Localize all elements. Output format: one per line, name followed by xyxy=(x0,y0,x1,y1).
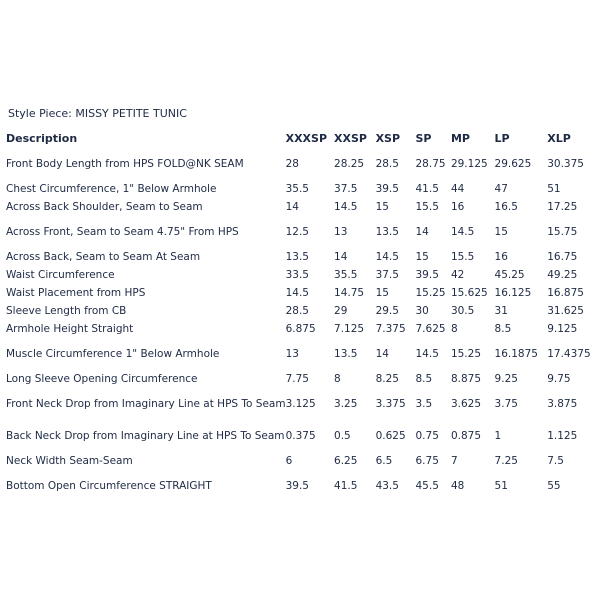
measurement-cell: 35.5 xyxy=(334,269,358,281)
measurement-cell: 3.75 xyxy=(494,398,518,410)
measurement-cell: 0.375 xyxy=(285,430,316,442)
measurement-cell: 14.75 xyxy=(334,287,365,299)
measurement-cell: 8.25 xyxy=(375,373,399,385)
measurement-cell: 9.125 xyxy=(547,323,578,335)
column-header-xlp: XLP xyxy=(547,132,571,145)
measurement-cell: 13.5 xyxy=(375,226,399,238)
measurement-cell: 9.75 xyxy=(547,373,571,385)
measurement-cell: 7.25 xyxy=(494,455,518,467)
measurement-cell: 15.625 xyxy=(450,287,488,299)
row-description: Back Neck Drop from Imaginary Line at HPS To Seam xyxy=(6,430,285,442)
table-row xyxy=(6,320,600,338)
measurement-cell: 3.125 xyxy=(285,398,316,410)
table-row xyxy=(6,470,600,502)
measurement-cell: 15.5 xyxy=(450,251,475,263)
row-description: Bottom Open Circumference STRAIGHT xyxy=(6,480,212,492)
column-header-description: Description xyxy=(6,132,78,145)
column-header-mp: MP xyxy=(450,132,470,145)
measurement-cell: 30.5 xyxy=(450,305,475,317)
measurement-cell: 45.25 xyxy=(494,269,525,281)
measurement-cell: 14.5 xyxy=(415,348,439,360)
measurement-cell: 7 xyxy=(450,455,458,467)
measurement-cell: 14 xyxy=(334,251,348,263)
row-description: Waist Circumference xyxy=(6,269,115,281)
measurement-cell: 3.875 xyxy=(547,398,578,410)
measurement-cell: 49.25 xyxy=(547,269,578,281)
measurement-cell: 8 xyxy=(334,373,341,385)
measurement-cell: 16.125 xyxy=(494,287,532,299)
table-row xyxy=(6,420,600,452)
column-header-xsp: XSP xyxy=(375,132,401,145)
measurement-cell: 8.5 xyxy=(494,323,512,335)
measurement-cell: 55 xyxy=(547,480,561,492)
table-row xyxy=(6,198,600,216)
row-description: Across Back Shoulder, Seam to Seam xyxy=(6,201,203,213)
measurement-cell: 30.375 xyxy=(547,158,584,170)
column-header-sp: SP xyxy=(415,132,432,145)
measurement-cell: 44 xyxy=(450,183,465,195)
measurement-cell: 29.5 xyxy=(375,305,399,317)
measurement-cell: 15.25 xyxy=(415,287,446,299)
measurement-cell: 15 xyxy=(415,251,429,263)
measurement-cell: 0.75 xyxy=(415,430,439,442)
measurement-cell: 31.625 xyxy=(547,305,584,317)
measurement-cell: 13 xyxy=(285,348,299,360)
measurement-cell: 13.5 xyxy=(285,251,309,263)
measurement-cell: 30 xyxy=(415,305,429,317)
measurement-cell: 8.5 xyxy=(415,373,433,385)
table-row xyxy=(6,284,600,302)
measurement-cell: 7.75 xyxy=(285,373,309,385)
measurement-cell: 16.75 xyxy=(547,251,578,263)
measurement-cell: 31 xyxy=(494,305,508,317)
row-description: Long Sleeve Opening Circumference xyxy=(6,373,198,385)
table-row xyxy=(6,388,600,420)
table-header-row xyxy=(6,130,600,148)
measurement-cell: 42 xyxy=(450,269,465,281)
measurement-cell: 37.5 xyxy=(334,183,358,195)
column-header-lp: LP xyxy=(494,132,510,145)
measurement-cell: 12.5 xyxy=(285,226,309,238)
measurement-cell: 14 xyxy=(375,348,389,360)
measurement-cell: 13 xyxy=(334,226,348,238)
measurement-cell: 6 xyxy=(285,455,293,467)
measurement-cell: 29.625 xyxy=(494,158,532,170)
measurement-cell: 17.25 xyxy=(547,201,578,213)
measurement-cell: 16 xyxy=(494,251,508,263)
measurement-cell: 17.4375 xyxy=(547,348,591,360)
measurement-cell: 28.5 xyxy=(375,158,399,170)
measurement-cell: 51 xyxy=(494,480,508,492)
measurement-cell: 28.5 xyxy=(285,305,309,317)
row-description: Waist Placement from HPS xyxy=(6,287,146,299)
measurement-cell: 8.875 xyxy=(450,373,481,385)
measurement-cell: 9.25 xyxy=(494,373,518,385)
measurement-cell: 0.625 xyxy=(375,430,406,442)
measurement-cell: 29 xyxy=(334,305,348,317)
row-description: Chest Circumference, 1" Below Armhole xyxy=(6,183,217,195)
measurement-cell: 6.75 xyxy=(415,455,439,467)
measurement-cell: 39.5 xyxy=(375,183,399,195)
measurement-cell: 29.125 xyxy=(450,158,488,170)
measurement-cell: 47 xyxy=(494,183,508,195)
measurement-cell: 6.875 xyxy=(285,323,316,335)
measurement-cell: 41.5 xyxy=(415,183,439,195)
row-description: Front Neck Drop from Imaginary Line at HPS To Seam xyxy=(6,398,286,410)
measurement-cell: 43.5 xyxy=(375,480,399,492)
measurement-cell: 33.5 xyxy=(285,269,309,281)
measurement-cell: 15 xyxy=(494,226,508,238)
measurement-cell: 51 xyxy=(547,183,561,195)
measurement-cell: 15.5 xyxy=(415,201,439,213)
row-description: Muscle Circumference 1" Below Armhole xyxy=(6,348,220,360)
measurement-cell: 3.25 xyxy=(334,398,358,410)
measurement-cell: 0.875 xyxy=(450,430,481,442)
column-header-xxxsp: XXXSP xyxy=(285,132,328,145)
measurement-cell: 6.25 xyxy=(334,455,358,467)
measurement-cell: 39.5 xyxy=(415,269,439,281)
measurement-cell: 14.5 xyxy=(334,201,358,213)
row-description: Neck Width Seam-Seam xyxy=(6,455,133,467)
measurement-cell: 35.5 xyxy=(285,183,309,195)
measurement-cell: 28 xyxy=(285,158,299,170)
row-description: Armhole Height Straight xyxy=(6,323,134,335)
measurement-cell: 14.5 xyxy=(285,287,309,299)
table-row xyxy=(6,248,600,266)
table-row xyxy=(6,266,600,284)
style-piece-title: Style Piece: MISSY PETITE TUNIC xyxy=(8,107,187,120)
measurement-cell: 7.625 xyxy=(415,323,446,335)
measurement-cell: 15 xyxy=(375,201,389,213)
measurement-cell: 41.5 xyxy=(334,480,358,492)
measurement-cell: 37.5 xyxy=(375,269,399,281)
measurement-cell: 6.5 xyxy=(375,455,393,467)
column-header-xxsp: XXSP xyxy=(334,132,367,145)
measurement-cell: 3.5 xyxy=(415,398,433,410)
table-row xyxy=(6,452,600,470)
table-row xyxy=(6,302,600,320)
measurement-cell: 7.375 xyxy=(375,323,406,335)
row-description: Sleeve Length from CB xyxy=(6,305,127,317)
measurement-cell: 1.125 xyxy=(547,430,578,442)
measurement-cell: 16 xyxy=(450,201,465,213)
measurement-cell: 14 xyxy=(285,201,299,213)
measurement-cell: 13.5 xyxy=(334,348,358,360)
measurement-cell: 0.5 xyxy=(334,430,351,442)
row-description: Front Body Length from HPS FOLD@NK SEAM xyxy=(6,158,244,170)
table-row xyxy=(6,338,600,370)
table-row xyxy=(6,180,600,198)
table-row xyxy=(6,148,600,180)
measurement-cell: 28.75 xyxy=(415,158,446,170)
row-description: Across Front, Seam to Seam 4.75" From HPS xyxy=(6,226,239,238)
measurement-cell: 16.875 xyxy=(547,287,584,299)
measurement-cell: 3.375 xyxy=(375,398,406,410)
table-row xyxy=(6,216,600,248)
measurement-cell: 16.1875 xyxy=(494,348,538,360)
measurement-cell: 7.5 xyxy=(547,455,564,467)
measurement-cell: 8 xyxy=(450,323,458,335)
measurement-cell: 14.5 xyxy=(450,226,475,238)
measurement-cell: 15 xyxy=(375,287,389,299)
measurement-cell: 1 xyxy=(494,430,502,442)
measurement-cell: 14 xyxy=(415,226,429,238)
measurement-cell: 15.75 xyxy=(547,226,578,238)
measurement-cell: 16.5 xyxy=(494,201,518,213)
measurement-cell: 7.125 xyxy=(334,323,365,335)
row-description: Across Back, Seam to Seam At Seam xyxy=(6,251,201,263)
table-row xyxy=(6,370,600,388)
measurement-cell: 14.5 xyxy=(375,251,399,263)
measurement-table xyxy=(6,130,600,502)
measurement-cell: 45.5 xyxy=(415,480,439,492)
measurement-cell: 15.25 xyxy=(450,348,481,360)
measurement-cell: 39.5 xyxy=(285,480,309,492)
measurement-cell: 28.25 xyxy=(334,158,365,170)
measurement-cell: 48 xyxy=(450,480,465,492)
measurement-cell: 3.625 xyxy=(450,398,481,410)
